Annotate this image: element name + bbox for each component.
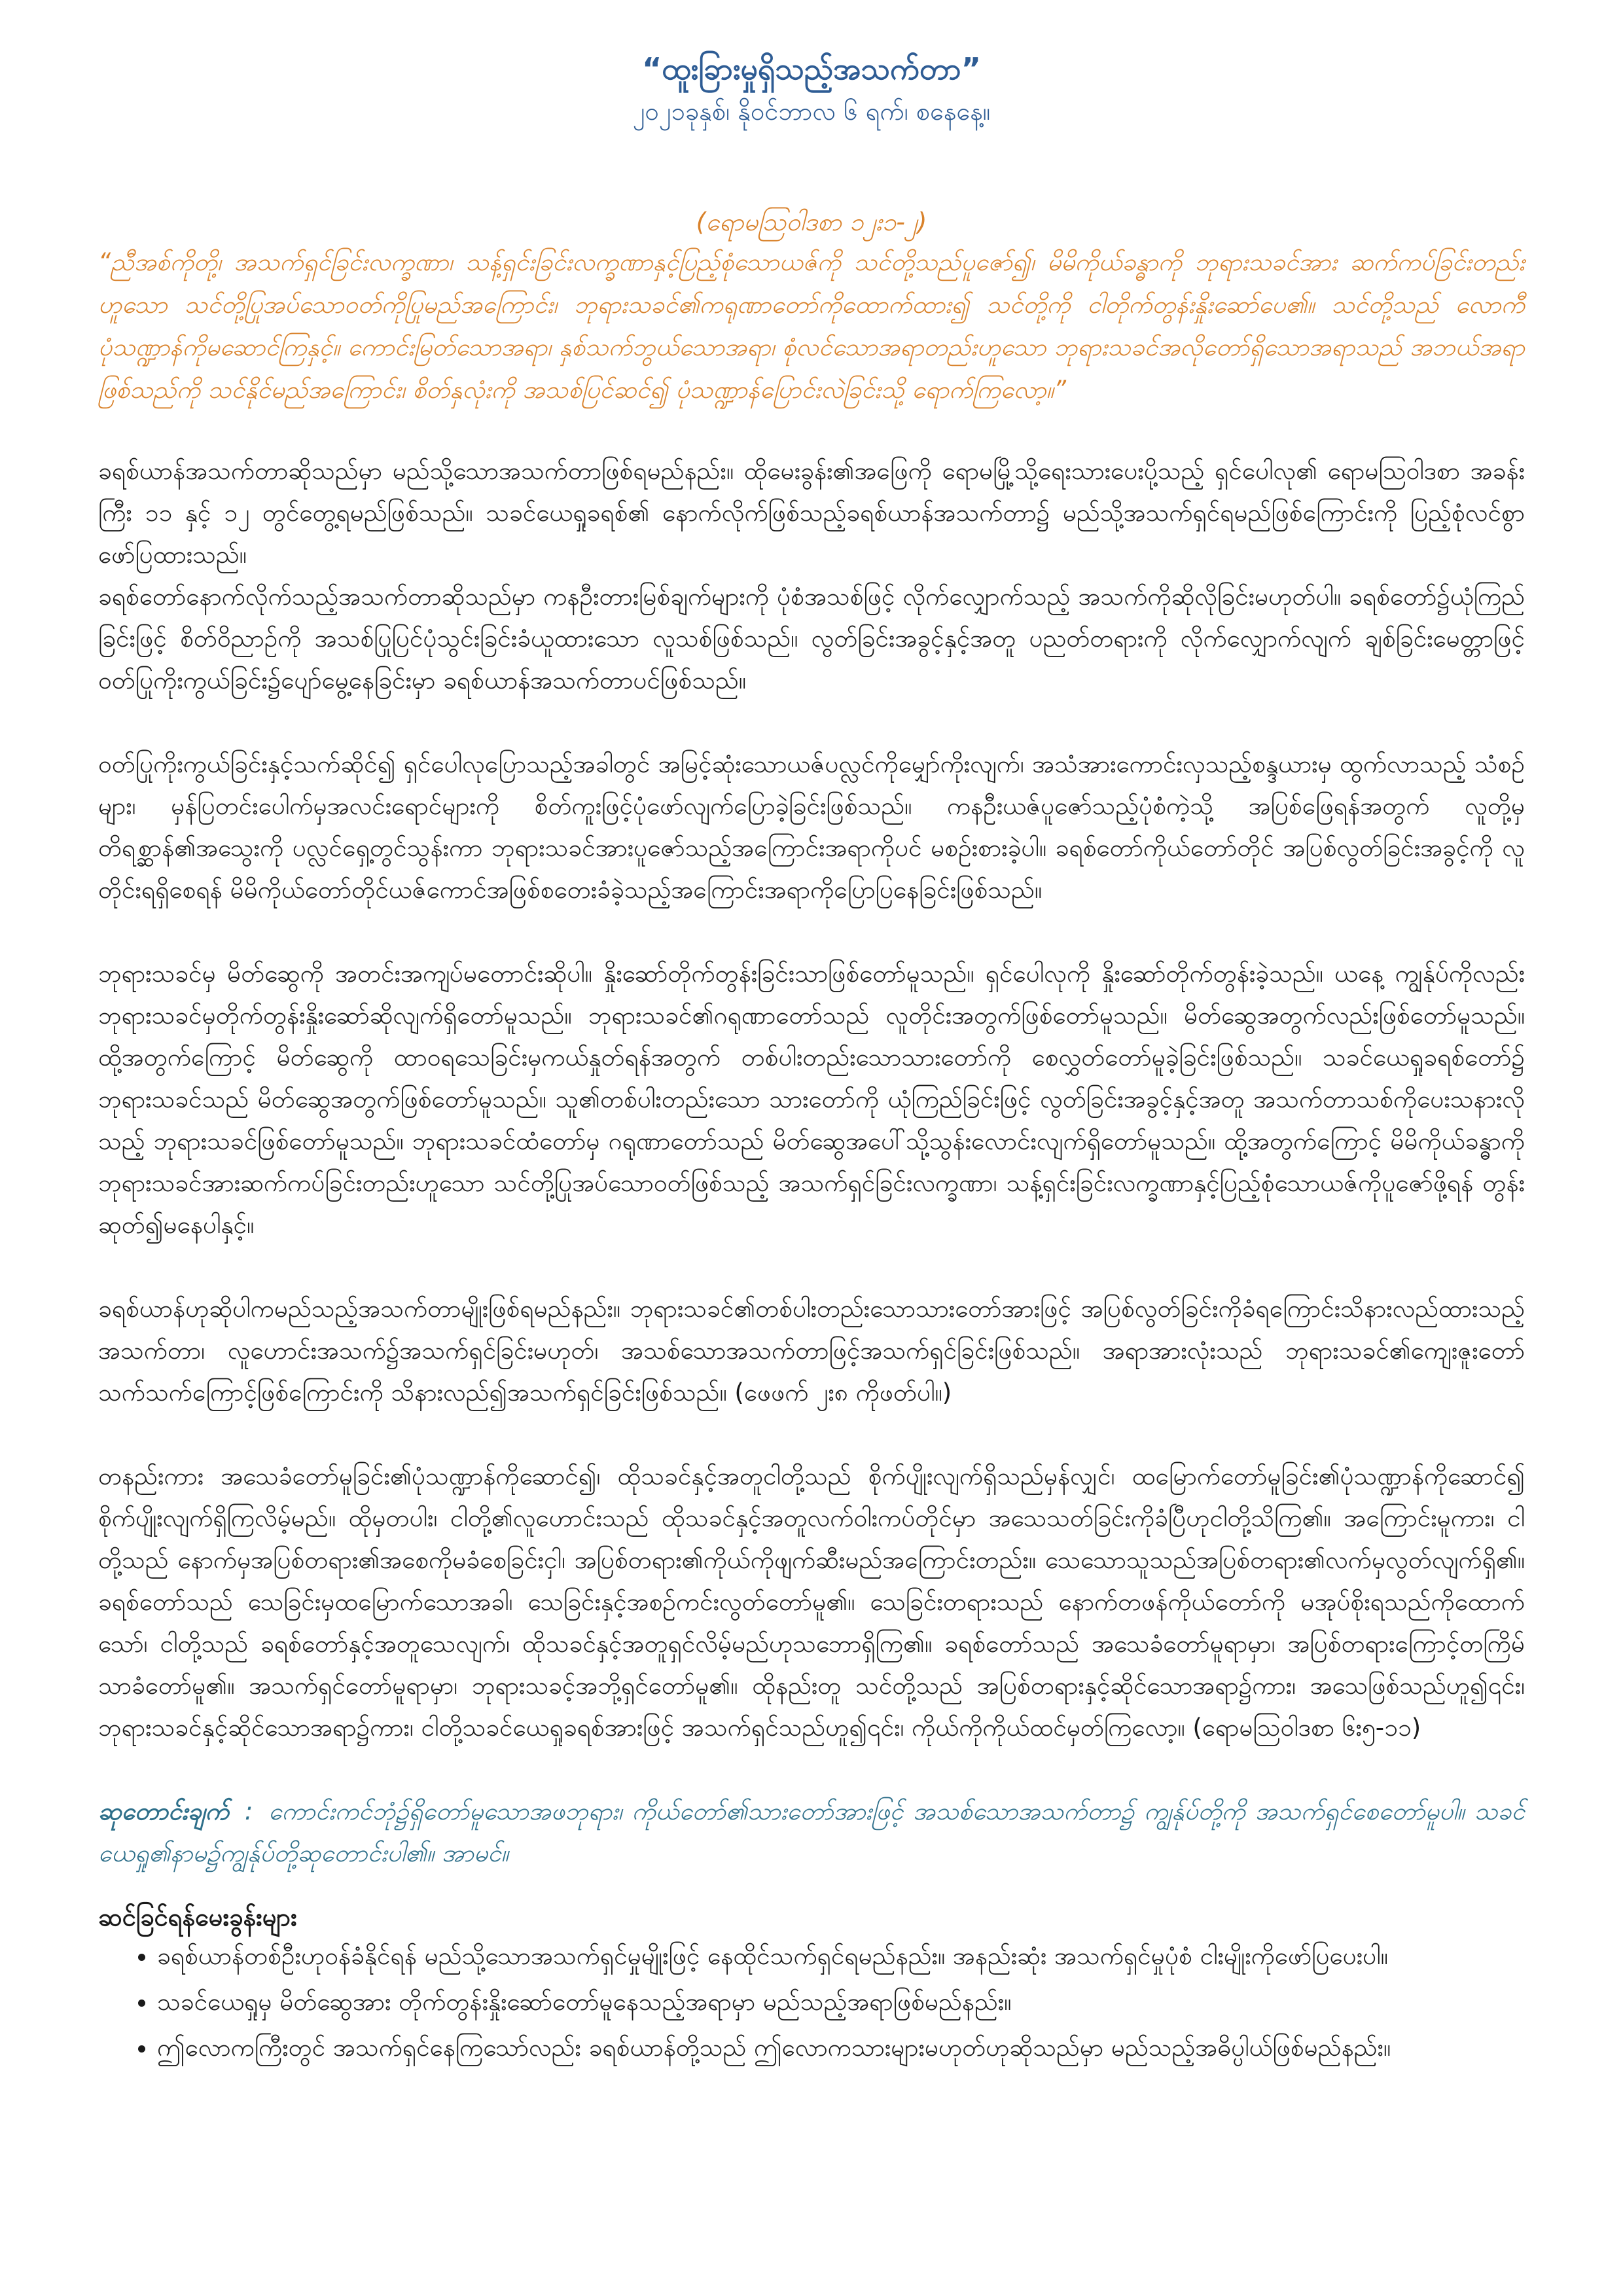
scripture-text: “ညီအစ်ကိုတို့၊ အသက်ရှင်ခြင်းလက္ခဏာ၊ သန့်ရှင်းခြင်းလက္ခဏာနှင့်ပြည့်စုံသောယဇ်ကို သင်တို့သည်ပူဇော်၍၊ မိမိကိုယ်ခန္ဓာကို ဘုရားသခင်အား ဆက်ကပ်ခြင်းတည်းဟူသော သင်တို့ပြုအပ်သောဝတ်ကိုပြုမည်အကြောင်း၊ ဘုရားသခင်၏ကရုဏာတော်ကိုထောက်ထား၍ သင်တို့ကို ငါတိုက်တွန်းနှိုးဆော်ပေ၏။ သင်တို့သည် လောကီပုံသဏ္ဍာန်ကိုမဆောင်ကြနှင့်။ ကောင်းမြတ်သောအရာ၊ နှစ်သက်ဘွယ်သောအရာ၊ စုံလင်သောအရာတည်းဟူသော ဘုရားသခင်အလိုတော်ရှိသောအရာသည် အဘယ်အရာဖြစ်သည်ကို သင်နိုင်မည်အကြောင်း၊ စိတ်နှလုံးကို အသစ်ပြင်ဆင်၍ ပုံသဏ္ဍာန်ပြောင်းလဲခြင်းသို့ ရောက်ကြလော့။” [98,248,1525,404]
paragraph-spacer [98,702,1525,744]
body-paragraph-1: ခရစ်ယာန်အသက်တာဆိုသည်မှာ မည်သို့သောအသက်တာဖြစ်ရမည်နည်း။ ထိုမေးခွန်း၏အဖြေကို ရောမမြို့သို့ရေးသားပေးပို့သည့် ရှင်ပေါလု၏ ရောမဩဝါဒစာ အခန်းကြီး ၁၁ နှင့် ၁၂ တွင်တွေ့ရမည်ဖြစ်သည်။ သခင်ယေရှုခရစ်၏ နောက်လိုက်ဖြစ်သည့်ခရစ်ယာန်အသက်တာ၌ မည်သို့အသက်ရှင်ရမည်ဖြစ်ကြောင်းကို ပြည့်စုံလင်စွာဖော်ပြထားသည်။ [98,457,1525,569]
prayer-block [98,1791,1525,1874]
prayer-colon: : [244,1797,253,1825]
question-item: • သခင်ယေရှုမှ မိတ်ဆွေအား တိုက်တွန်းနှိုးဆော်တော်မူနေသည့်အရာမှာ မည်သည့်အရာဖြစ်မည်နည်း။ [157,1981,1525,2023]
scripture-reference: (ရောမဩဝါဒစာ ၁၂း၁-၂) [696,207,927,236]
page-title: “ထူးခြားမှုရှိသည့်အသက်တာ” [642,51,981,86]
paragraph-spacer [98,911,1525,953]
prayer-text: ကောင်းကင်ဘုံ၌ရှိတော်မူသောအဖဘုရား၊ ကိုယ်တော်၏သားတော်အားဖြင့် အသစ်သောအသက်တာ၌ ကျွန်ုပ်တို့ကို အသက်ရှင်စေတော်မူပါ။ သခင်ယေရှု၏နာမ၌ကျွန်ုပ်တို့ဆုတောင်းပါ၏။ အာမင်။ [98,1797,1525,1867]
paragraph-spacer [98,1414,1525,1456]
body-paragraph-3: ဝတ်ပြုကိုးကွယ်ခြင်းနှင့်သက်ဆိုင်၍ ရှင်ပေါလုပြောသည့်အခါတွင် အမြင့်ဆုံးသောယဇ်ပလ္လင်ကိုမျှော်ကိုးလျက်၊ အသံအားကောင်းလှသည့်စန္ဒယားမှ ထွက်လာသည့် သံစဉ်များ၊ မှန်ပြတင်းပေါက်မှအလင်းရောင်များကို စိတ်ကူးဖြင့်ပုံဖော်လျက်ပြောခဲ့ခြင်းဖြစ်သည်။ ကနဦးယဇ်ပူဇော်သည့်ပုံစံကဲ့သို့ အပြစ်ဖြေရန်အတွက် လူတို့မှတိရစ္ဆာန်၏အသွေးကို ပလ္လင်ရှေ့တွင်သွန်းကာ ဘုရားသခင်အားပူဇော်သည့်အကြောင်းအရာကိုပင် မစဉ်းစားခဲ့ပါ။ ခရစ်တော်ကိုယ်တော်တိုင် အပြစ်လွတ်ခြင်းအခွင့်ကို လူတိုင်းရရှိစေရန် မိမိကိုယ်တော်တိုင်ယဇ်ကောင်အဖြစ်စတေးခံခဲ့သည့်အကြောင်းအရာကိုပြောပြနေခြင်းဖြစ်သည်။ [98,750,1525,904]
prayer-label: ဆုတောင်းချက် [98,1797,229,1825]
body-paragraph-2: ခရစ်တော်နောက်လိုက်သည့်အသက်တာဆိုသည်မှာ ကနဦးတားမြစ်ချက်များကို ပုံစံအသစ်ဖြင့် လိုက်လျှောက်သည့် အသက်ကိုဆိုလိုခြင်းမဟုတ်ပါ။ ခရစ်တော်၌ယုံကြည်ခြင်းဖြင့် စိတ်ဝိညာဉ်ကို အသစ်ပြုပြင်ပုံသွင်းခြင်းခံယူထားသော လူသစ်ဖြစ်သည်။ လွတ်ခြင်းအခွင့်နှင့်အတူ ပညတ်တရားကို လိုက်လျှောက်လျက် ချစ်ခြင်းမေတ္တာဖြင့် ဝတ်ပြုကိုးကွယ်ခြင်း၌ပျော်မွေ့နေခြင်းမှာ ခရစ်ယာန်အသက်တာပင်ဖြစ်သည်။ [98,583,1525,694]
body-paragraph-6: တနည်းကား အသေခံတော်မူခြင်း၏ပုံသဏ္ဍာန်ကိုဆောင်၍၊ ထိုသခင်နှင့်အတူငါတို့သည် စိုက်ပျိုးလျက်ရှိသည်မှန်လျှင်၊ ထမြောက်တော်မူခြင်း၏ပုံသဏ္ဍာန်ကိုဆောင်၍ စိုက်ပျိုးလျက်ရှိကြလိမ့်မည်။ ထိုမှတပါး၊ ငါတို့၏လူဟောင်းသည် ထိုသခင်နှင့်အတူလက်ဝါးကပ်တိုင်မှာ အသေသတ်ခြင်းကိုခံပြီဟုငါတို့သိကြ၏။ အကြောင်းမူကား၊ ငါတို့သည် နောက်မှအပြစ်တရား၏အစေကိုမခံစေခြင်းငှါ၊ အပြစ်တရား၏ကိုယ်ကိုဖျက်ဆီးမည်အကြောင်းတည်း။ သေသောသူသည်အပြစ်တရား၏လက်မှလွတ်လျက်ရှိ၏။ ခရစ်တော်သည် သေခြင်းမှထမြောက်သောအခါ၊ သေခြင်းနှင့်အစဉ်ကင်းလွတ်တော်မူ၏။ သေခြင်းတရားသည် နောက်တဖန်ကိုယ်တော်ကို မအုပ်စိုးရသည်ကိုထောက်သော်၊ ငါတို့သည် ခရစ်တော်နှင့်အတူသေလျက်၊ ထိုသခင်နှင့်အတူရှင်လိမ့်မည်ဟုသဘောရှိကြ၏။ ခရစ်တော်သည် အသေခံတော်မူရာမှာ၊ အပြစ်တရားကြောင့်တကြိမ်သာခံတော်မူ၏။ အသက်ရှင်တော်မူရာမှာ၊ ဘုရားသခင့်အဘို့ရှင်တော်မူ၏။ ထိုနည်းတူ သင်တို့သည် အပြစ်တရားနှင့်ဆိုင်သောအရာ၌ကား၊ အသေဖြစ်သည်ဟူ၍၎င်း၊ ဘုရားသခင်နှင့်ဆိုင်သောအရာ၌ကား၊ ငါတို့သခင်ယေရှုခရစ်အားဖြင့် အသက်ရှင်သည်ဟူ၍၎င်း၊ ကိုယ်ကိုကိုယ်ထင်မှတ်ကြလော့။ (ရောမဩဝါဒစာ ၆း၅-၁၁) [98,1462,1525,1742]
body-paragraph-4: ဘုရားသခင်မှ မိတ်ဆွေကို အတင်းအကျပ်မတောင်းဆိုပါ။ နှိုးဆော်တိုက်တွန်းခြင်းသာဖြစ်တော်မူသည်။ ရှင်ပေါလုကို နှိုးဆော်တိုက်တွန်းခဲ့သည်။ ယနေ့ ကျွန်ုပ်ကိုလည်း ဘုရားသခင်မှတိုက်တွန်းနှိုးဆော်ဆိုလျက်ရှိတော်မူသည်။ ဘုရားသခင်၏ဂရုဏာတော်သည် လူတိုင်းအတွက်ဖြစ်တော်မူသည်။ မိတ်ဆွေအတွက်လည်းဖြစ်တော်မူသည်။ ထို့အတွက်ကြောင့် မိတ်ဆွေကို ထာဝရသေခြင်းမှကယ်နှုတ်ရန်အတွက် တစ်ပါးတည်းသောသားတော်ကို စေလွှတ်တော်မူခဲ့ခြင်းဖြစ်သည်။ သခင်ယေရှုခရစ်တော်၌ ဘုရားသခင်သည် မိတ်ဆွေအတွက်ဖြစ်တော်မူသည်။ သူ၏တစ်ပါးတည်းသော သားတော်ကို ယုံကြည်ခြင်းဖြင့် လွတ်ခြင်းအခွင့်နှင့်အတူ အသက်တာသစ်ကိုပေးသနားလိုသည့် ဘုရားသခင်ဖြစ်တော်မူသည်။ ဘုရားသခင်ထံတော်မှ ဂရုဏာတော်သည် မိတ်ဆွေအပေါ်သို့သွန်းလောင်းလျက်ရှိတော်မူသည်။ ထို့အတွက်ကြောင့် မိမိကိုယ်ခန္ဓာကို ဘုရားသခင်အားဆက်ကပ်ခြင်းတည်းဟူသော သင်တို့ပြုအပ်သောဝတ်ဖြစ်သည့် အသက်ရှင်ခြင်းလက္ခဏာ၊ သန့်ရှင်းခြင်းလက္ခဏာနှင့်ပြည့်စုံသောယဇ်ကိုပူဇော်ဖို့ရန် တွန်းဆုတ်၍မနေပါနှင့်။ [98,960,1525,1239]
questions-heading: ဆင်ခြင်ရန်မေးခွန်းများ [98,1903,297,1931]
date-line: ၂၀၂၁ခုနှစ်၊ နိုဝင်ဘာလ ၆ ရက်၊ စနေနေ့။ [632,97,991,126]
questions-list [98,1935,1525,2069]
body-paragraph-5: ခရစ်ယာန်ဟုဆိုပါကမည်သည့်အသက်တာမျိုးဖြစ်ရမည်နည်း။ ဘုရားသခင်၏တစ်ပါးတည်းသောသားတော်အားဖြင့် အပြစ်လွတ်ခြင်းကိုခံရကြောင်းသိနားလည်ထားသည့်အသက်တာ၊ လူဟောင်းအသက်၌အသက်ရှင်ခြင်းမဟုတ်၊ အသစ်သောအသက်တာဖြင့်အသက်ရှင်ခြင်းဖြစ်သည်။ အရာအားလုံးသည် ဘုရားသခင်၏ကျေးဇူးတော်သက်သက်ကြောင့်ဖြစ်ကြောင်းကို သိနားလည်၍အသက်ရှင်ခြင်းဖြစ်သည်။ (ဖေဖက် ၂း၈ ကိုဖတ်ပါ။) [98,1295,1525,1407]
paragraph-spacer [98,1246,1525,1288]
question-item: • ခရစ်ယာန်တစ်ဦးဟုဝန်ခံနိုင်ရန် မည်သို့သောအသက်ရှင်မှုမျိုးဖြင့် နေထိုင်သက်ရှင်ရမည်နည်း။ အနည်းဆုံး အသက်ရှင်မှုပုံစံ ငါးမျိုးကိုဖော်ပြပေးပါ။ [157,1935,1525,1977]
question-item: • ဤလောကကြီးတွင် အသက်ရှင်နေကြသော်လည်း ခရစ်ယာန်တို့သည် ဤလောကသားများမဟုတ်ဟုဆိုသည်မှာ မည်သည့်အဓိပ္ပါယ်ဖြစ်မည်နည်း။ [157,2027,1525,2069]
